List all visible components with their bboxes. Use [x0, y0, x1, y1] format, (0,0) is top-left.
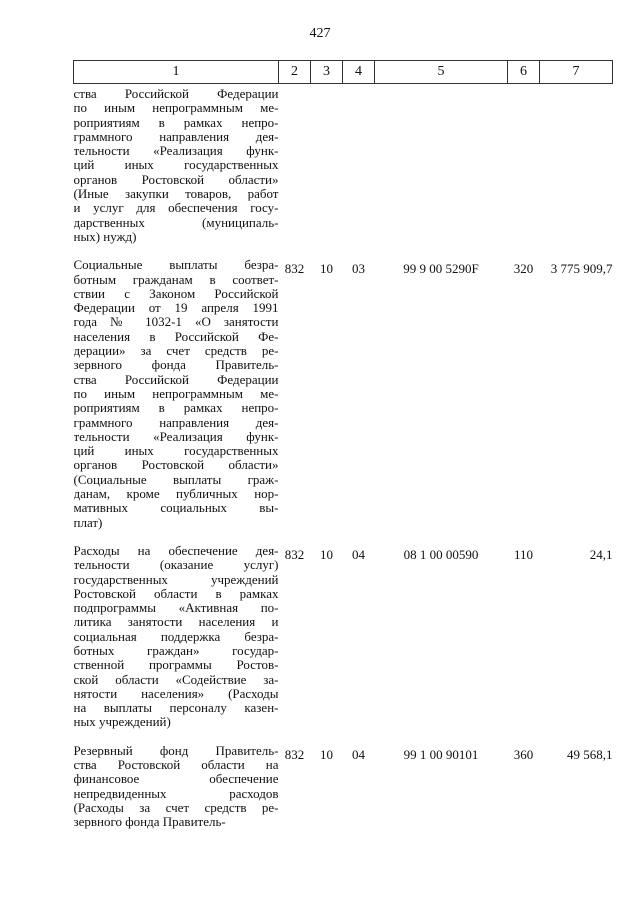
col-expense-type: 320 — [513, 261, 534, 277]
header-col-1: 1 — [74, 61, 279, 84]
description-line: (Иные закупки товаров, работ — [73, 187, 279, 202]
description-line: подпрограммы «Активная по- — [73, 601, 279, 616]
col-amount: 24,1 — [589, 546, 613, 562]
description-line: по иным непрограммным ме- — [73, 386, 279, 401]
description-line: тельности «Реализация функ- — [73, 429, 279, 444]
header-col-7: 7 — [540, 61, 613, 84]
description-line: Социальные выплаты безра- — [73, 258, 279, 273]
col-ministry: 832 — [284, 746, 305, 762]
row-spacer-cell — [74, 530, 613, 544]
col-section: 10 — [320, 546, 333, 562]
header-col-2: 2 — [279, 61, 311, 84]
description-line: социальная поддержка безра- — [73, 629, 279, 644]
row-spacer-cell — [74, 244, 613, 258]
col-ministry: 832 — [284, 546, 305, 562]
description-line: литика занятости населения и — [73, 615, 279, 630]
table-body — [74, 84, 613, 830]
description-line: тельности «Реализация функ- — [73, 144, 279, 159]
row-description — [74, 744, 279, 830]
col-target-article: 99 9 00 5290F — [403, 261, 479, 277]
col-section — [311, 84, 343, 245]
description-line: ботных граждан» государ- — [73, 643, 279, 658]
description-line: ных учреждений) — [73, 715, 171, 730]
col-expense-type: 360 — [513, 746, 534, 762]
description-line: данам, кроме публичных нор- — [73, 487, 279, 502]
col-subsection: 04 — [352, 546, 365, 562]
row-spacer — [74, 244, 613, 258]
col-ministry: 832 — [284, 261, 305, 277]
col-amount: 49 568,1 — [567, 746, 613, 762]
description-line: по иным непрограммным ме- — [73, 101, 279, 116]
description-line: ской области «Содействие за- — [73, 672, 279, 687]
description-line: ций иных государственных — [73, 158, 279, 173]
col-amount — [540, 84, 613, 245]
header-col-3: 3 — [311, 61, 343, 84]
col-ministry — [279, 84, 311, 245]
header-col-6: 6 — [508, 61, 540, 84]
description-line: ных) нужд) — [73, 229, 137, 244]
col-expense-type — [508, 84, 540, 245]
description-line: (Социальные выплаты граж- — [73, 472, 279, 487]
description-line: Федерации от 19 апреля 1991 — [73, 301, 279, 316]
description-line: зервного фонда Правитель- — [73, 358, 279, 373]
row-spacer — [74, 530, 613, 544]
description-line: зервного фонда Правитель- — [73, 815, 226, 830]
description-line: (Расходы за счет средств ре- — [73, 800, 279, 815]
description-line: граммного направления дея- — [73, 415, 279, 430]
description-line: государственных учреждений — [73, 572, 279, 587]
col-target-article: 99 1 00 90101 — [403, 746, 479, 762]
description-line: ствии с Законом Российской — [73, 286, 279, 301]
description-line: населения в Российской Фе- — [73, 329, 279, 344]
col-subsection: 03 — [352, 261, 365, 277]
col-subsection: 04 — [352, 746, 365, 762]
description-line: года № 1032-1 «О занятости — [73, 315, 279, 330]
description-line: ботным гражданам в соответ- — [73, 272, 279, 287]
description-line: и услуг для обеспечения госу- — [73, 201, 279, 216]
description-line: Резервный фонд Правитель- — [73, 743, 279, 758]
table-row — [74, 544, 613, 730]
col-target-article: 08 1 00 00590 — [403, 546, 479, 562]
description-line: органов Ростовской области» — [73, 458, 279, 473]
col-section: 10 — [320, 261, 333, 277]
budget-table — [73, 60, 613, 830]
row-description — [74, 544, 279, 730]
col-subsection — [343, 84, 375, 245]
description-line: роприятиям в рамках непро- — [73, 401, 279, 416]
page-number: 427 — [309, 26, 331, 41]
col-expense-type: 110 — [513, 546, 534, 562]
description-line: ства Российской Федерации — [73, 87, 279, 101]
description-line: Расходы на обеспечение дея- — [73, 543, 279, 558]
description-line: дерации» за счет средств ре- — [73, 344, 279, 359]
header-col-5: 5 — [375, 61, 508, 84]
header-col-4: 4 — [343, 61, 375, 84]
description-line: ственной программы Ростов- — [73, 658, 279, 673]
row-description — [74, 84, 279, 245]
description-line: органов Ростовской области» — [73, 172, 279, 187]
description-line: Ростовской области в рамках — [73, 586, 279, 601]
description-line: ства Российской Федерации — [73, 372, 279, 387]
description-line: финансовое обеспечение — [73, 772, 279, 787]
description-line: тельности (оказание услуг) — [73, 558, 279, 573]
description-line: дарственных (муниципаль- — [73, 215, 279, 230]
description-line: мативных социальных вы- — [73, 501, 279, 516]
description-line: роприятиям в рамках непро- — [73, 115, 279, 130]
table-row — [74, 744, 613, 830]
description-line: непредвиденных расходов — [73, 786, 279, 801]
table-row — [74, 258, 613, 530]
row-spacer-cell — [74, 730, 613, 744]
table-row — [74, 84, 613, 245]
description-line: граммного направления дея- — [73, 129, 279, 144]
header-row — [74, 61, 613, 84]
col-target-article — [375, 84, 508, 245]
description-line: на выплаты персоналу казен- — [73, 701, 279, 716]
row-description — [74, 258, 279, 530]
description-line: ства Ростовской области на — [73, 758, 279, 773]
col-amount: 3 775 909,7 — [550, 261, 613, 277]
description-line: плат) — [73, 515, 103, 530]
col-section: 10 — [320, 746, 333, 762]
description-line: ций иных государственных — [73, 444, 279, 459]
description-line: нятости населения» (Расходы — [73, 686, 279, 701]
row-spacer — [74, 730, 613, 744]
